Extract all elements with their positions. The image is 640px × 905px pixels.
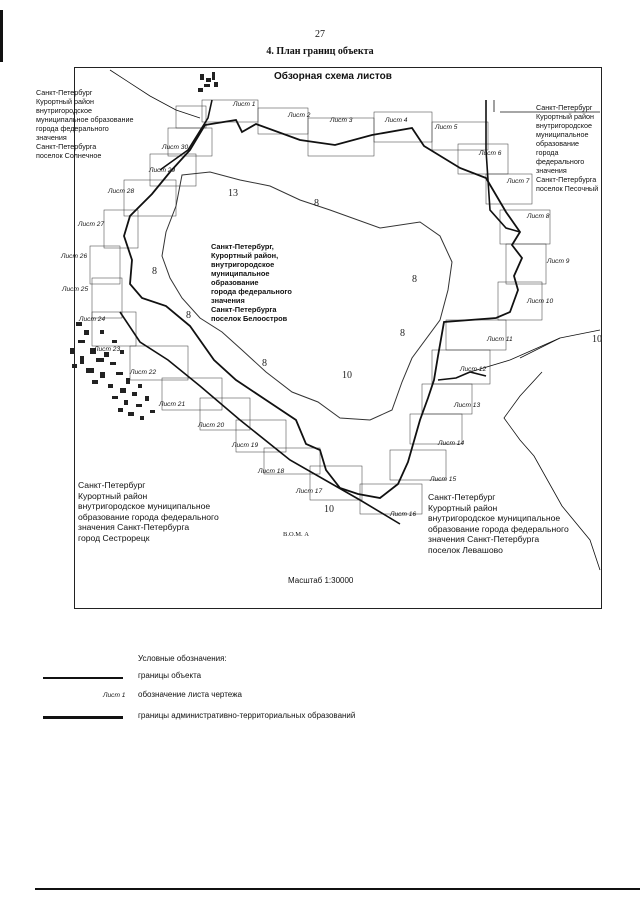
sheet-label: Лист 28	[108, 188, 135, 195]
legend-symbol-sheet: Лист 1	[103, 692, 126, 699]
territory-line: города	[536, 148, 559, 157]
territory-line: внутригородское муниципальное	[428, 513, 561, 523]
territory-line: города федерального	[36, 124, 109, 133]
sheet-label: Лист 15	[430, 476, 457, 483]
territory-line: образование	[536, 139, 579, 148]
territory-line: внутригородское	[211, 260, 275, 269]
footer-rule	[35, 888, 640, 890]
territory-line: поселок Левашово	[428, 544, 503, 555]
territory-line: муниципальное	[211, 269, 270, 278]
territory-line: поселок Белоостров	[211, 314, 288, 323]
sheet-label: Лист 24	[79, 316, 106, 323]
territory-line: федерального	[536, 157, 585, 166]
territory-label-pesochny	[536, 103, 598, 193]
sheet-label: Лист 7	[507, 178, 530, 185]
territory-line: Курортный район	[536, 112, 594, 121]
territory-line: Санкт-Петербурга	[211, 305, 277, 314]
settlement-texture-top	[198, 72, 218, 92]
sheet-label: Лист 18	[258, 468, 285, 475]
legend-label-admin-boundary: границы административно-территориальных образований	[138, 711, 356, 720]
territory-line: значения	[211, 296, 245, 305]
territory-label-sestroretsk	[78, 480, 219, 543]
sheet-label: Лист 6	[479, 150, 502, 157]
legend-label-sheet: обозначение листа чертежа	[138, 690, 242, 699]
sheet-label: Лист 12	[460, 366, 487, 373]
map-stamp: В.О.М. А	[283, 531, 310, 538]
territory-label-beloostrov	[211, 242, 292, 323]
territory-line: Санкт-Петербурга	[536, 175, 597, 184]
territory-label-levashovo	[428, 492, 569, 555]
quarter-number: 8	[314, 198, 319, 209]
sheet-label: Лист 14	[438, 440, 465, 447]
sheet-label: Лист 11	[487, 336, 513, 343]
territory-line: внутригородское	[36, 106, 92, 115]
territory-label-solnechnoe	[36, 88, 133, 160]
quarter-number: 8	[400, 328, 405, 339]
sheet-label: Лист 10	[527, 298, 554, 305]
page-number: 27	[315, 29, 325, 40]
territory-line: Курортный район	[428, 502, 498, 513]
sheet-label: Лист 16	[390, 511, 417, 518]
territory-line: внутригородское муниципальное	[78, 501, 211, 511]
sheet-label: Лист 1	[233, 101, 256, 108]
quarter-number: 13	[228, 188, 238, 199]
legend-title: Условные обозначения:	[138, 654, 227, 663]
sheet-label: Лист 20	[198, 422, 225, 429]
territory-line: образование города федерального	[428, 523, 569, 534]
territory-line: значения	[36, 133, 67, 142]
quarter-numbers	[152, 188, 602, 515]
sheet-label: Лист 19	[232, 442, 259, 449]
quarter-number: 10	[592, 334, 602, 345]
territory-line: образование	[211, 278, 259, 287]
sheet-label: Лист 27	[78, 221, 105, 228]
sheet-label: Лист 26	[61, 253, 88, 260]
sheet-label: Лист 9	[547, 258, 570, 265]
map-title: Обзорная схема листов	[274, 71, 392, 82]
inner-admin-boundary	[162, 172, 452, 420]
sheet-label: Лист 25	[62, 286, 89, 293]
territory-line: город Сестрорецк	[78, 532, 150, 543]
quarter-number: 8	[152, 266, 157, 277]
territory-line: значения Санкт-Петербурга	[78, 522, 190, 532]
territory-line: Курортный район,	[211, 251, 279, 260]
territory-line: значения	[536, 166, 567, 175]
territory-line: поселок Солнечное	[36, 151, 102, 160]
sheet-label: Лист 8	[527, 213, 550, 220]
territory-line: муниципальное	[536, 130, 589, 139]
sheet-label: Лист 2	[288, 112, 311, 119]
territory-line: города федерального	[211, 287, 292, 296]
quarter-number: 10	[342, 370, 352, 381]
quarter-number: 8	[412, 274, 417, 285]
territory-line: муниципальное образование	[36, 115, 134, 124]
section-title: 4. План границ объекта	[266, 46, 374, 57]
territory-line: Санкт-Петербург	[428, 492, 496, 502]
sheet-label: Лист 21	[159, 401, 186, 408]
quarter-number: 8	[186, 310, 191, 321]
territory-line: поселок Песочный	[536, 184, 599, 193]
legend-symbol-admin-boundary	[43, 716, 123, 719]
territory-line: Курортный район	[36, 97, 94, 106]
legend-symbol-object-boundary	[43, 677, 123, 679]
territory-line: образование города федерального	[78, 511, 219, 522]
territory-line: Санкт-Петербург,	[211, 242, 274, 251]
sheet-label: Лист 4	[385, 117, 408, 124]
territory-line: Курортный район	[78, 490, 148, 501]
sheet-label: Лист 17	[296, 488, 323, 495]
sheet-label: Лист 22	[130, 369, 157, 376]
sheet-label: Лист 30	[162, 144, 189, 151]
sheet-label: Лист 23	[94, 346, 121, 353]
sheet-label: Лист 13	[454, 402, 481, 409]
sheet-label: Лист 29	[149, 167, 176, 174]
sheet-label: Лист 3	[330, 117, 353, 124]
territory-line: Санкт-Петербург	[36, 88, 93, 97]
sheet-label: Лист 5	[435, 124, 458, 131]
quarter-number: 10	[324, 504, 334, 515]
territory-line: Санкт-Петербурга	[36, 142, 97, 151]
legend-label-object-boundary: границы объекта	[138, 671, 202, 680]
territory-line: Санкт-Петербург	[536, 103, 593, 112]
quarter-number: 8	[262, 358, 267, 369]
territory-line: Санкт-Петербург	[78, 480, 146, 490]
territory-line: внутригородское	[536, 121, 592, 130]
map-scale: Масштаб 1:30000	[288, 576, 354, 585]
territory-line: значения Санкт-Петербурга	[428, 534, 540, 544]
